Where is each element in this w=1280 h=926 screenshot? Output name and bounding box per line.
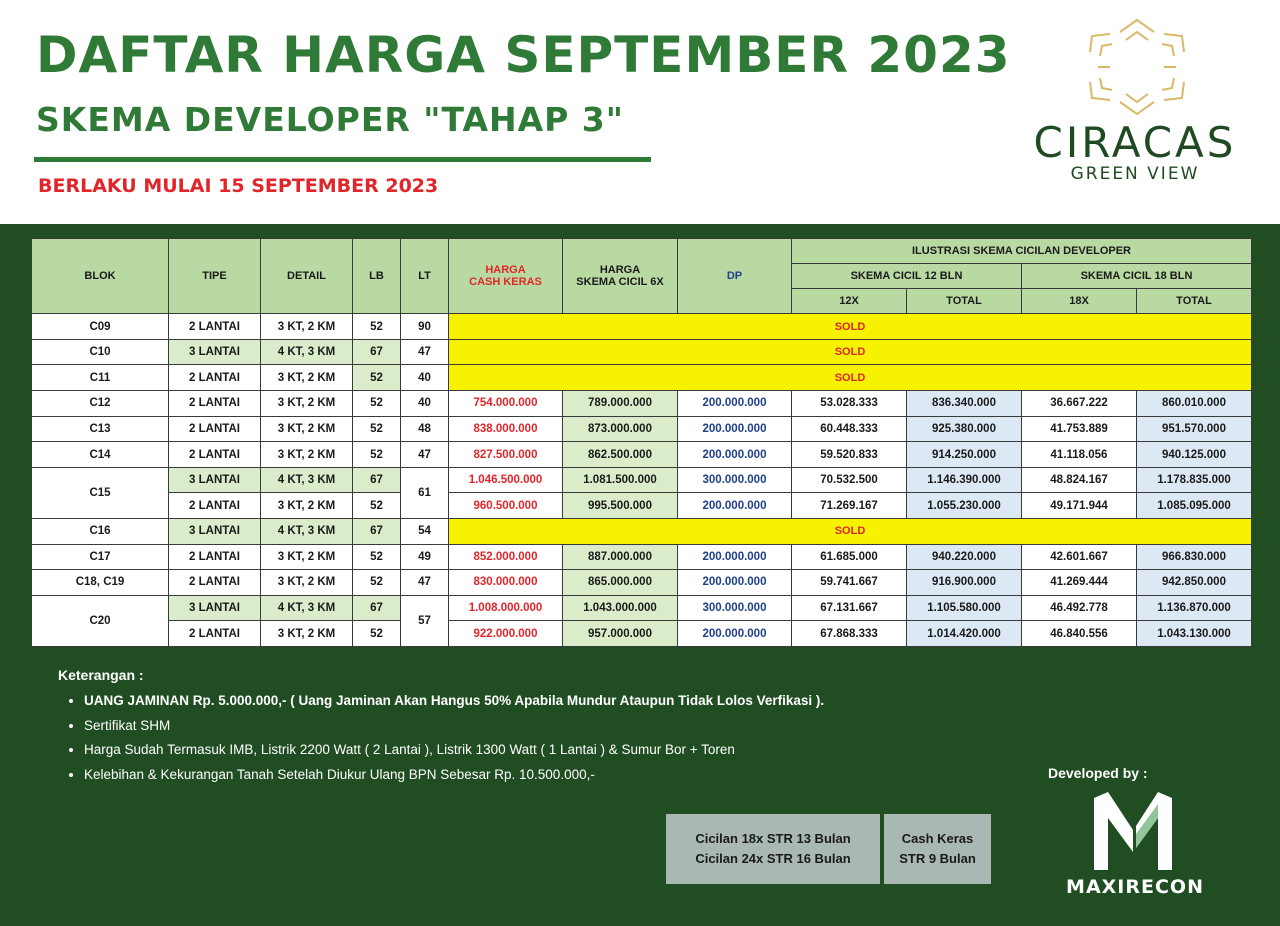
cell-cash: 827.500.000 [449,442,563,468]
cell-12x: 53.028.333 [792,391,907,417]
developed-by-label: Developed by : [1048,765,1148,781]
cell-18x: 48.824.167 [1022,467,1137,493]
cell-total18: 966.830.000 [1137,544,1252,570]
cell-12x: 59.741.667 [792,570,907,596]
cell-total12: 914.250.000 [907,442,1022,468]
col-header-detail: DETAIL [261,239,353,314]
cell-cash: 852.000.000 [449,544,563,570]
cell-lt: 90 [401,314,449,340]
table-header-row [32,239,1252,264]
cell-cicil6: 862.500.000 [563,442,678,468]
table-row [32,314,1252,340]
cell-lt: 49 [401,544,449,570]
cell-lb: 52 [353,365,401,391]
cicilan-str-box [666,814,880,884]
valid-from-text: BERLAKU MULAI 15 SEPTEMBER 2023 [38,175,439,197]
cell-dp: 200.000.000 [678,570,792,596]
sold-badge: SOLD [449,518,1252,544]
cell-tipe: 2 LANTAI [169,314,261,340]
table-row [32,339,1252,365]
cell-lt: 54 [401,518,449,544]
price-table [31,238,1252,647]
cell-detail: 4 KT, 3 KM [261,339,353,365]
cell-dp: 300.000.000 [678,467,792,493]
cell-lt: 40 [401,365,449,391]
col-header-harga-cash [449,239,563,314]
cell-cicil6: 789.000.000 [563,391,678,417]
col-header-harga-cicil-line1: HARGA [599,264,641,277]
cell-12x: 67.868.333 [792,621,907,647]
cell-dp: 300.000.000 [678,595,792,621]
cell-detail: 4 KT, 3 KM [261,518,353,544]
cell-tipe: 3 LANTAI [169,339,261,365]
sold-badge: SOLD [449,339,1252,365]
cell-lt: 47 [401,442,449,468]
col-header-harga-cash-line2: CASH KERAS [469,276,542,289]
cell-detail: 3 KT, 2 KM [261,365,353,391]
table-row [32,365,1252,391]
table-row [32,595,1252,621]
cell-lb: 52 [353,570,401,596]
col-header-12x: 12X [792,289,907,314]
cell-total18: 951.570.000 [1137,416,1252,442]
logo-name: CIRACAS [1033,118,1237,167]
cell-detail: 3 KT, 2 KM [261,493,353,519]
cell-total12: 1.014.420.000 [907,621,1022,647]
cash-str-line2: STR 9 Bulan [899,851,976,866]
cell-blok: C14 [32,442,169,468]
page-subtitle: SKEMA DEVELOPER "TAHAP 3" [36,100,624,139]
table-row [32,518,1252,544]
cell-lt: 48 [401,416,449,442]
table-row [32,467,1252,493]
col-header-cicil12: SKEMA CICIL 12 BLN [792,264,1022,289]
cell-18x: 41.753.889 [1022,416,1137,442]
col-header-lb: LB [353,239,401,314]
maxirecon-logo-icon [1090,790,1176,874]
cell-18x: 36.667.222 [1022,391,1137,417]
cell-total12: 940.220.000 [907,544,1022,570]
cell-detail: 3 KT, 2 KM [261,621,353,647]
cell-lt: 61 [401,467,449,518]
cell-12x: 61.685.000 [792,544,907,570]
cell-blok: C16 [32,518,169,544]
col-header-lt: LT [401,239,449,314]
title-divider [34,157,651,162]
cell-12x: 60.448.333 [792,416,907,442]
cell-lt: 40 [401,391,449,417]
cell-detail: 4 KT, 3 KM [261,467,353,493]
list-item: • Harga Sudah Termasuk IMB, Listrik 2200 Watt ( 2 Lantai ), Listrik 1300 Watt ( 1 Lantai ) & Sumur Bor + Toren [84,738,824,763]
cell-12x: 70.532.500 [792,467,907,493]
cell-12x: 59.520.833 [792,442,907,468]
cell-12x: 67.131.667 [792,595,907,621]
cell-total18: 860.010.000 [1137,391,1252,417]
cell-detail: 3 KT, 2 KM [261,416,353,442]
col-header-ilustrasi: ILUSTRASI SKEMA CICILAN DEVELOPER [792,239,1252,264]
cell-total18: 1.178.835.000 [1137,467,1252,493]
cell-blok: C15 [32,467,169,518]
col-header-total18: TOTAL [1137,289,1252,314]
col-header-cicil18: SKEMA CICIL 18 BLN [1022,264,1252,289]
cell-detail: 3 KT, 2 KM [261,570,353,596]
cell-total18: 1.043.130.000 [1137,621,1252,647]
ciracas-star-icon [1010,12,1260,122]
cell-lb: 52 [353,493,401,519]
cell-lb: 52 [353,621,401,647]
cell-total18: 1.136.870.000 [1137,595,1252,621]
cell-total12: 1.055.230.000 [907,493,1022,519]
cell-18x: 41.118.056 [1022,442,1137,468]
cell-blok: C20 [32,595,169,646]
cell-cicil6: 957.000.000 [563,621,678,647]
table-row [32,493,1252,519]
table-row [32,570,1252,596]
logo-subname: GREEN VIEW [1070,164,1200,184]
cell-detail: 3 KT, 2 KM [261,314,353,340]
cell-lb: 52 [353,442,401,468]
cell-cicil6: 1.081.500.000 [563,467,678,493]
cell-cash: 838.000.000 [449,416,563,442]
cell-cicil6: 887.000.000 [563,544,678,570]
cell-detail: 3 KT, 2 KM [261,544,353,570]
cell-tipe: 2 LANTAI [169,621,261,647]
developer-name: MAXIRECON [1066,876,1204,898]
table-row [32,442,1252,468]
cell-blok: C10 [32,339,169,365]
notes-section [58,667,824,787]
cell-dp: 200.000.000 [678,391,792,417]
cell-tipe: 2 LANTAI [169,493,261,519]
cicilan-str-line1: Cicilan 18x STR 13 Bulan [695,831,851,846]
ciracas-logo [1010,12,1260,192]
cell-total18: 942.850.000 [1137,570,1252,596]
cell-lb: 67 [353,595,401,621]
table-row [32,544,1252,570]
col-header-harga-cicil [563,239,678,314]
cicilan-str-line2: Cicilan 24x STR 16 Bulan [695,851,851,866]
cell-cicil6: 865.000.000 [563,570,678,596]
col-header-18x: 18X [1022,289,1137,314]
cell-tipe: 2 LANTAI [169,442,261,468]
cell-cicil6: 873.000.000 [563,416,678,442]
cell-18x: 41.269.444 [1022,570,1137,596]
col-header-harga-cash-line1: HARGA [485,264,526,277]
cell-tipe: 2 LANTAI [169,391,261,417]
cell-total12: 1.146.390.000 [907,467,1022,493]
cell-detail: 3 KT, 2 KM [261,391,353,417]
cell-total18: 1.085.095.000 [1137,493,1252,519]
cell-lt: 47 [401,570,449,596]
cell-cicil6: 995.500.000 [563,493,678,519]
cell-total12: 1.105.580.000 [907,595,1022,621]
cell-dp: 200.000.000 [678,621,792,647]
cell-cash: 1.008.000.000 [449,595,563,621]
col-header-harga-cicil-line2: SKEMA CICIL 6X [576,276,664,289]
cell-cash: 1.046.500.000 [449,467,563,493]
cell-detail: 3 KT, 2 KM [261,442,353,468]
cell-tipe: 2 LANTAI [169,570,261,596]
cell-lb: 67 [353,518,401,544]
cell-cash: 960.500.000 [449,493,563,519]
cell-lb: 52 [353,391,401,417]
cell-tipe: 3 LANTAI [169,518,261,544]
cell-18x: 46.492.778 [1022,595,1137,621]
cell-lb: 52 [353,544,401,570]
col-header-total12: TOTAL [907,289,1022,314]
cell-blok: C09 [32,314,169,340]
sold-badge: SOLD [449,365,1252,391]
table-row [32,416,1252,442]
list-item: • Kelebihan & Kekurangan Tanah Setelah Diukur Ulang BPN Sebesar Rp. 10.500.000,- [84,763,824,788]
header-area [0,0,1280,224]
cell-lt: 47 [401,339,449,365]
cell-lt: 57 [401,595,449,646]
notes-list [58,689,824,787]
cell-total12: 916.900.000 [907,570,1022,596]
cell-12x: 71.269.167 [792,493,907,519]
cell-blok: C11 [32,365,169,391]
list-item: • UANG JAMINAN Rp. 5.000.000,- ( Uang Jaminan Akan Hangus 50% Apabila Mundur Ataupun Tidak Lolos Verfikasi ). [84,689,824,714]
cell-dp: 200.000.000 [678,493,792,519]
cell-blok: C18, C19 [32,570,169,596]
cash-str-line1: Cash Keras [901,831,974,846]
cell-18x: 49.171.944 [1022,493,1137,519]
cell-blok: C12 [32,391,169,417]
cell-cash: 830.000.000 [449,570,563,596]
cell-cash: 754.000.000 [449,391,563,417]
col-header-dp: DP [678,239,792,314]
sold-badge: SOLD [449,314,1252,340]
cell-tipe: 2 LANTAI [169,365,261,391]
cell-lb: 52 [353,416,401,442]
table-row [32,621,1252,647]
cell-lb: 67 [353,467,401,493]
cell-tipe: 3 LANTAI [169,595,261,621]
cash-str-box [884,814,991,884]
cell-tipe: 3 LANTAI [169,467,261,493]
notes-title: Keterangan : [58,667,144,683]
cell-cash: 922.000.000 [449,621,563,647]
cell-dp: 200.000.000 [678,442,792,468]
cell-tipe: 2 LANTAI [169,544,261,570]
cell-tipe: 2 LANTAI [169,416,261,442]
cell-lb: 67 [353,339,401,365]
table-row [32,391,1252,417]
cell-blok: C17 [32,544,169,570]
cell-dp: 200.000.000 [678,416,792,442]
cell-cicil6: 1.043.000.000 [563,595,678,621]
cell-total12: 925.380.000 [907,416,1022,442]
page-title: DAFTAR HARGA SEPTEMBER 2023 [36,26,1011,84]
col-header-tipe: TIPE [169,239,261,314]
cell-blok: C13 [32,416,169,442]
cell-total18: 940.125.000 [1137,442,1252,468]
cell-18x: 46.840.556 [1022,621,1137,647]
cell-18x: 42.601.667 [1022,544,1137,570]
cell-dp: 200.000.000 [678,544,792,570]
list-item: • Sertifikat SHM [84,714,824,739]
cell-lb: 52 [353,314,401,340]
col-header-blok: BLOK [32,239,169,314]
cell-total12: 836.340.000 [907,391,1022,417]
cell-detail: 4 KT, 3 KM [261,595,353,621]
